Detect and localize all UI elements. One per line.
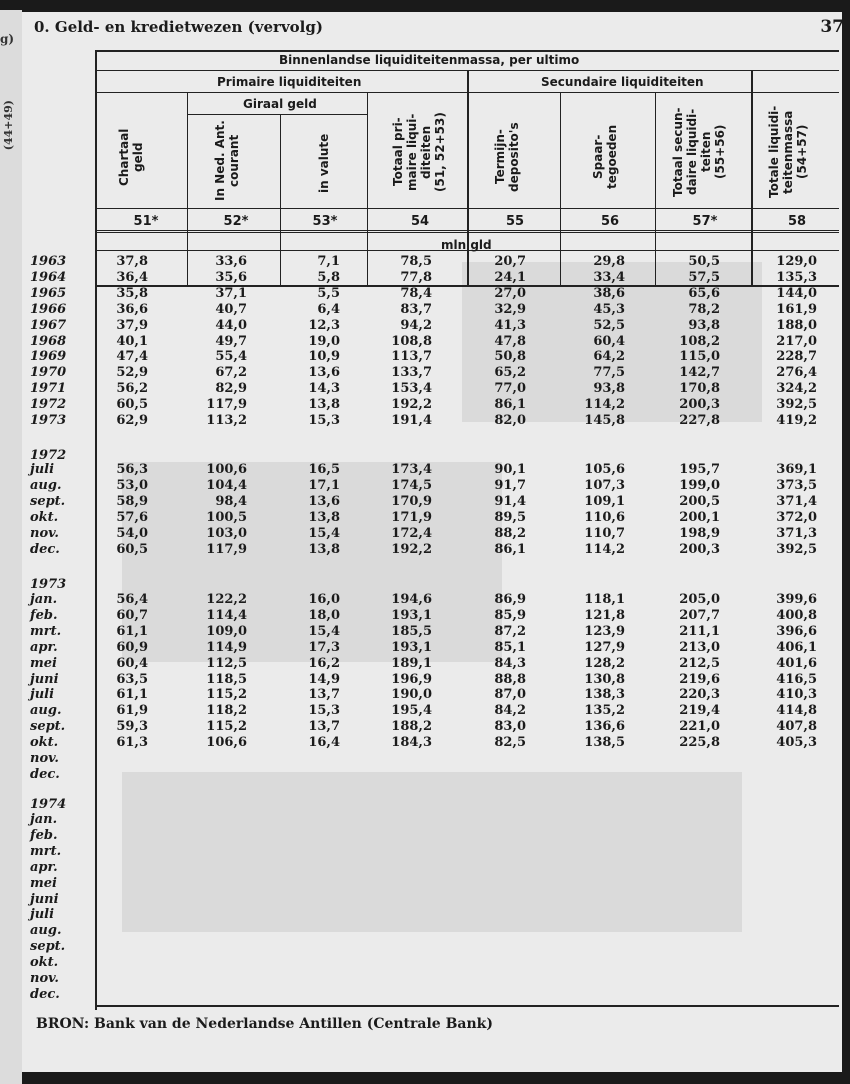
table-cell: 193,1 xyxy=(391,639,432,655)
table-cell: 93,8 xyxy=(593,381,625,397)
table-cell: 405,3 xyxy=(776,735,817,751)
table-cell: 77,0 xyxy=(494,381,526,397)
table-cell: 117,9 xyxy=(206,397,247,413)
rule xyxy=(187,114,367,115)
table-cell: 14,3 xyxy=(308,381,340,397)
table-cell: 153,4 xyxy=(391,381,432,397)
table-cell: 82,9 xyxy=(215,381,247,397)
row-label: nov. xyxy=(30,525,59,541)
row-label: 1970 xyxy=(30,365,67,381)
row-label: aug. xyxy=(30,923,62,939)
row-label: apr. xyxy=(30,639,58,655)
table-cell: 56,4 xyxy=(116,592,148,607)
table-cell: 109,1 xyxy=(584,493,625,509)
table-cell: 400,8 xyxy=(776,607,817,623)
table-cell: 135,3 xyxy=(776,269,817,285)
table-cell: 200,5 xyxy=(679,493,720,509)
table-cell: 85,1 xyxy=(494,639,526,655)
table-cell: 88,8 xyxy=(494,671,526,687)
table-cell: 113,2 xyxy=(206,413,247,428)
row-label: 1966 xyxy=(30,301,67,317)
table-cell: 219,4 xyxy=(679,703,720,719)
table-cell: 44,0 xyxy=(215,317,247,333)
table-cell: 6,4 xyxy=(317,301,340,317)
row-label: sept. xyxy=(30,719,66,735)
table-cell: 138,5 xyxy=(584,735,625,751)
table-cell: 10,9 xyxy=(308,349,340,365)
col-header-termijn: Termijn- deposito's xyxy=(493,122,521,192)
table-cell: 89,5 xyxy=(494,509,526,525)
row-label: mei xyxy=(30,655,57,671)
table-cell: 86,9 xyxy=(494,592,526,607)
table-cell: 15,4 xyxy=(308,525,340,541)
column-number: 52* xyxy=(223,214,249,229)
table-cell: 135,2 xyxy=(584,703,625,719)
col-header-totaal: Totale liquidi- teitenmassa (54+57) xyxy=(767,105,809,199)
table-cell: 225,8 xyxy=(679,735,720,751)
table-cell: 77,5 xyxy=(593,365,625,381)
table-cell: 13,6 xyxy=(308,365,340,381)
table-cell: 396,6 xyxy=(776,623,817,639)
row-label: okt. xyxy=(30,955,59,971)
table-cell: 142,7 xyxy=(679,365,720,381)
chapter-title: 0. Geld- en kredietwezen (vervolg) xyxy=(34,18,323,36)
table-cell: 78,4 xyxy=(400,285,432,301)
table-cell: 191,4 xyxy=(391,413,432,428)
row-label: feb. xyxy=(30,607,58,623)
rule xyxy=(280,115,281,285)
table-cell: 98,4 xyxy=(215,493,247,509)
table-cell: 45,3 xyxy=(593,301,625,317)
row-label: sept. xyxy=(30,493,66,509)
table-cell: 100,6 xyxy=(206,462,247,477)
source-note: BRON: Bank van de Nederlandse Antillen (Centrale Bank) xyxy=(36,1016,493,1032)
table-cell: 128,2 xyxy=(584,655,625,671)
table-cell: 199,0 xyxy=(679,477,720,493)
table-cell: 416,5 xyxy=(776,671,817,687)
table-cell: 13,8 xyxy=(308,541,340,557)
row-label: dec. xyxy=(30,986,60,1002)
table-cell: 32,9 xyxy=(494,301,526,317)
table-cell: 5,5 xyxy=(317,285,340,301)
table-cell: 37,9 xyxy=(116,317,148,333)
table-cell: 392,5 xyxy=(776,541,817,557)
table-cell: 13,6 xyxy=(308,493,340,509)
table-cell: 29,8 xyxy=(593,254,625,269)
table-cell: 205,0 xyxy=(679,592,720,607)
table-cell: 38,6 xyxy=(593,285,625,301)
column-number: 54 xyxy=(410,214,430,229)
table-cell: 211,1 xyxy=(679,623,720,639)
table-cell: 36,6 xyxy=(116,301,148,317)
table-cell: 212,5 xyxy=(679,655,720,671)
table-cell: 138,3 xyxy=(584,687,625,703)
row-label: jan. xyxy=(30,592,58,607)
table-cell: 105,6 xyxy=(584,462,625,477)
block-year: 1974 xyxy=(30,797,67,812)
table-cell: 87,0 xyxy=(494,687,526,703)
table-cell: 220,3 xyxy=(679,687,720,703)
table-cell: 406,1 xyxy=(776,639,817,655)
table-cell: 108,2 xyxy=(679,333,720,349)
table-cell: 324,2 xyxy=(776,381,817,397)
table-cell: 115,2 xyxy=(206,719,247,735)
table-cell: 60,5 xyxy=(116,397,148,413)
row-label: dec. xyxy=(30,766,60,782)
table-cell: 36,4 xyxy=(116,269,148,285)
table-cell: 78,5 xyxy=(400,254,432,269)
table-cell: 57,5 xyxy=(688,269,720,285)
table-cell: 58,9 xyxy=(116,493,148,509)
table-cell: 192,2 xyxy=(391,541,432,557)
col-header-courant: In Ned. Ant. courant xyxy=(213,120,241,202)
table-cell: 52,5 xyxy=(593,317,625,333)
unit-label: mln gld xyxy=(441,238,492,252)
table-cell: 121,8 xyxy=(584,607,625,623)
table-cell: 62,9 xyxy=(116,413,148,428)
table-cell: 106,6 xyxy=(206,735,247,751)
table-cell: 144,0 xyxy=(776,285,817,301)
table-cell: 195,7 xyxy=(679,462,720,477)
table-cell: 407,8 xyxy=(776,719,817,735)
table-cell: 93,8 xyxy=(688,317,720,333)
row-label: sept. xyxy=(30,939,66,955)
table-cell: 109,0 xyxy=(206,623,247,639)
table-cell: 15,3 xyxy=(308,703,340,719)
table-cell: 60,4 xyxy=(116,655,148,671)
table-cell: 60,7 xyxy=(116,607,148,623)
row-label: juli xyxy=(30,462,55,477)
table-cell: 114,9 xyxy=(206,639,247,655)
row-label: 1969 xyxy=(30,349,67,365)
left-margin-rotated: (44+49) xyxy=(2,100,15,151)
table-cell: 188,0 xyxy=(776,317,817,333)
table-cell: 200,3 xyxy=(679,397,720,413)
table-cell: 55,4 xyxy=(215,349,247,365)
table-cell: 27,0 xyxy=(494,285,526,301)
table-cell: 37,8 xyxy=(116,254,148,269)
table-cell: 113,7 xyxy=(391,349,432,365)
table-cell: 174,5 xyxy=(391,477,432,493)
table-cell: 228,7 xyxy=(776,349,817,365)
table-cell: 60,4 xyxy=(593,333,625,349)
table-cell: 17,3 xyxy=(308,639,340,655)
table-cell: 110,6 xyxy=(584,509,625,525)
row-label: juli xyxy=(30,687,55,703)
table-cell: 118,2 xyxy=(206,703,247,719)
table-cell: 12,3 xyxy=(308,317,340,333)
table-cell: 5,8 xyxy=(317,269,340,285)
table-cell: 371,4 xyxy=(776,493,817,509)
table-cell: 85,9 xyxy=(494,607,526,623)
table-cell: 200,1 xyxy=(679,509,720,525)
table-cell: 90,1 xyxy=(494,462,526,477)
table-cell: 172,4 xyxy=(391,525,432,541)
row-label: nov. xyxy=(30,751,59,766)
table-cell: 371,3 xyxy=(776,525,817,541)
table-cell: 24,1 xyxy=(494,269,526,285)
table-cell: 107,3 xyxy=(584,477,625,493)
rule xyxy=(467,70,469,285)
table-cell: 122,2 xyxy=(206,592,247,607)
table-cell: 372,0 xyxy=(776,509,817,525)
table-cell: 114,4 xyxy=(206,607,247,623)
table-cell: 100,5 xyxy=(206,509,247,525)
rule xyxy=(751,70,753,285)
table-cell: 35,8 xyxy=(116,285,148,301)
table-cell: 61,1 xyxy=(116,623,148,639)
header-giraal: Giraal geld xyxy=(243,97,317,111)
table-cell: 419,2 xyxy=(776,413,817,428)
table-cell: 17,1 xyxy=(308,477,340,493)
col-header-valute: in valute xyxy=(317,133,331,193)
table-cell: 60,9 xyxy=(116,639,148,655)
table-cell: 83,7 xyxy=(400,301,432,317)
table-cell: 13,7 xyxy=(308,719,340,735)
table-cell: 56,2 xyxy=(116,381,148,397)
table-cell: 16,4 xyxy=(308,735,340,751)
table-cell: 276,4 xyxy=(776,365,817,381)
row-label: aug. xyxy=(30,477,62,493)
table-cell: 192,2 xyxy=(391,397,432,413)
table-cell: 77,8 xyxy=(400,269,432,285)
block-year: 1973 xyxy=(30,577,67,592)
table-cell: 20,7 xyxy=(494,254,526,269)
table-cell: 82,5 xyxy=(494,735,526,751)
row-label: juli xyxy=(30,907,55,923)
table-cell: 64,2 xyxy=(593,349,625,365)
table-cell: 65,6 xyxy=(688,285,720,301)
table-cell: 86,1 xyxy=(494,397,526,413)
table-cell: 221,0 xyxy=(679,719,720,735)
table-cell: 56,3 xyxy=(116,462,148,477)
table-cell: 190,0 xyxy=(391,687,432,703)
row-label: 1973 xyxy=(30,413,67,428)
table-cell: 19,0 xyxy=(308,333,340,349)
table-cell: 115,2 xyxy=(206,687,247,703)
table-cell: 399,6 xyxy=(776,592,817,607)
table-cell: 198,9 xyxy=(679,525,720,541)
table-cell: 136,6 xyxy=(584,719,625,735)
table-cell: 13,8 xyxy=(308,509,340,525)
left-margin-mark: g) xyxy=(0,32,15,46)
table-cell: 47,8 xyxy=(494,333,526,349)
table-cell: 61,1 xyxy=(116,687,148,703)
table-cell: 13,8 xyxy=(308,397,340,413)
table-cell: 123,9 xyxy=(584,623,625,639)
table-cell: 118,5 xyxy=(206,671,247,687)
table-cell: 129,0 xyxy=(776,254,817,269)
table-cell: 117,9 xyxy=(206,541,247,557)
table-cell: 112,5 xyxy=(206,655,247,671)
table-cell: 227,8 xyxy=(679,413,720,428)
rule xyxy=(367,93,368,285)
table-cell: 16,0 xyxy=(308,592,340,607)
table-cell: 94,2 xyxy=(400,317,432,333)
table-cell: 193,1 xyxy=(391,607,432,623)
row-label: juni xyxy=(30,671,59,687)
table-cell: 50,8 xyxy=(494,349,526,365)
block-year: 1972 xyxy=(30,448,67,463)
table-cell: 65,2 xyxy=(494,365,526,381)
row-label: 1964 xyxy=(30,269,67,285)
row-label: 1972 xyxy=(30,397,67,413)
rule xyxy=(95,1005,839,1007)
table-cell: 414,8 xyxy=(776,703,817,719)
table-cell: 63,5 xyxy=(116,671,148,687)
table-cell: 184,3 xyxy=(391,735,432,751)
column-number: 51* xyxy=(133,214,159,229)
table-cell: 161,9 xyxy=(776,301,817,317)
table-cell: 88,2 xyxy=(494,525,526,541)
row-label: okt. xyxy=(30,509,59,525)
table-cell: 115,0 xyxy=(679,349,720,365)
table-cell: 15,3 xyxy=(308,413,340,428)
row-label: mei xyxy=(30,875,57,891)
table-cell: 195,4 xyxy=(391,703,432,719)
row-label: 1968 xyxy=(30,333,67,349)
table-cell: 145,8 xyxy=(584,413,625,428)
table-cell: 84,2 xyxy=(494,703,526,719)
table-cell: 47,4 xyxy=(116,349,148,365)
table-cell: 194,6 xyxy=(391,592,432,607)
table-cell: 118,1 xyxy=(584,592,625,607)
table-cell: 185,5 xyxy=(391,623,432,639)
row-label: apr. xyxy=(30,859,58,875)
col-header-totaal-secundair: Totaal secun- daire liquidi- teiten (55+56) xyxy=(671,107,727,197)
column-number: 55 xyxy=(505,214,525,229)
table-cell: 83,0 xyxy=(494,719,526,735)
rule xyxy=(187,93,188,285)
table-cell: 401,6 xyxy=(776,655,817,671)
table-cell: 13,7 xyxy=(308,687,340,703)
table-cell: 217,0 xyxy=(776,333,817,349)
table-cell: 37,1 xyxy=(215,285,247,301)
table-cell: 173,4 xyxy=(391,462,432,477)
table-cell: 133,7 xyxy=(391,365,432,381)
header-top: Binnenlandse liquiditeitenmassa, per ultimo xyxy=(279,53,580,67)
table-cell: 40,7 xyxy=(215,301,247,317)
row-label: 1971 xyxy=(30,381,67,397)
column-number: 57* xyxy=(692,214,718,229)
table-cell: 60,5 xyxy=(116,541,148,557)
row-label: okt. xyxy=(30,735,59,751)
row-label: mrt. xyxy=(30,623,62,639)
table-cell: 41,3 xyxy=(494,317,526,333)
row-label: nov. xyxy=(30,971,59,986)
column-number: 53* xyxy=(312,214,338,229)
table-cell: 171,9 xyxy=(391,509,432,525)
table-cell: 103,0 xyxy=(206,525,247,541)
header-primary: Primaire liquiditeiten xyxy=(217,75,362,89)
row-label: mrt. xyxy=(30,843,62,859)
table-cell: 213,0 xyxy=(679,639,720,655)
table-cell: 91,4 xyxy=(494,493,526,509)
table-cell: 52,9 xyxy=(116,365,148,381)
table-cell: 188,2 xyxy=(391,719,432,735)
table-cell: 67,2 xyxy=(215,365,247,381)
table-cell: 40,1 xyxy=(116,333,148,349)
table-cell: 114,2 xyxy=(584,397,625,413)
table-cell: 189,1 xyxy=(391,655,432,671)
table-cell: 87,2 xyxy=(494,623,526,639)
table-cell: 108,8 xyxy=(391,333,432,349)
table-cell: 410,3 xyxy=(776,687,817,703)
table-cell: 16,5 xyxy=(308,462,340,477)
table-cell: 91,7 xyxy=(494,477,526,493)
table-cell: 49,7 xyxy=(215,333,247,349)
table-cell: 110,7 xyxy=(584,525,625,541)
col-header-totaal-primair: Totaal pri- maire liqui- diteiten (51, 52+53) xyxy=(391,112,447,192)
row-label: aug. xyxy=(30,703,62,719)
table-cell: 86,1 xyxy=(494,541,526,557)
row-label: feb. xyxy=(30,827,58,843)
table-cell: 130,8 xyxy=(584,671,625,687)
table-cell: 78,2 xyxy=(688,301,720,317)
table-cell: 82,0 xyxy=(494,413,526,428)
table-cell: 54,0 xyxy=(116,525,148,541)
table-cell: 35,6 xyxy=(215,269,247,285)
table-cell: 392,5 xyxy=(776,397,817,413)
table-cell: 7,1 xyxy=(317,254,340,269)
table-cell: 61,9 xyxy=(116,703,148,719)
table-cell: 53,0 xyxy=(116,477,148,493)
col-header-chartaal: Chartaal geld xyxy=(117,128,145,186)
table-cell: 16,2 xyxy=(308,655,340,671)
row-label: 1967 xyxy=(30,317,67,333)
table-cell: 50,5 xyxy=(688,254,720,269)
row-label: dec. xyxy=(30,541,60,557)
table-cell: 33,4 xyxy=(593,269,625,285)
table-cell: 170,9 xyxy=(391,493,432,509)
table-cell: 14,9 xyxy=(308,671,340,687)
row-label: 1965 xyxy=(30,285,67,301)
table-cell: 373,5 xyxy=(776,477,817,493)
rule xyxy=(95,50,839,52)
col-header-spaar: Spaar- tegoeden xyxy=(591,124,619,190)
table-cell: 196,9 xyxy=(391,671,432,687)
table-cell: 59,3 xyxy=(116,719,148,735)
page-number: 37 xyxy=(820,17,844,37)
table-cell: 57,6 xyxy=(116,509,148,525)
table-cell: 33,6 xyxy=(215,254,247,269)
table-cell: 61,3 xyxy=(116,735,148,751)
header-secondary: Secundaire liquiditeiten xyxy=(541,75,704,89)
row-label: 1963 xyxy=(30,254,67,269)
column-number: 58 xyxy=(787,214,807,229)
row-label: jan. xyxy=(30,812,58,827)
table-cell: 84,3 xyxy=(494,655,526,671)
table-cell: 114,2 xyxy=(584,541,625,557)
table-cell: 15,4 xyxy=(308,623,340,639)
left-page-edge xyxy=(0,10,22,1084)
table-cell: 369,1 xyxy=(776,462,817,477)
table-cell: 18,0 xyxy=(308,607,340,623)
row-label: juni xyxy=(30,891,59,907)
table-cell: 170,8 xyxy=(679,381,720,397)
table-cell: 104,4 xyxy=(206,477,247,493)
table-cell: 127,9 xyxy=(584,639,625,655)
table-cell: 207,7 xyxy=(679,607,720,623)
column-number: 56 xyxy=(600,214,620,229)
table-cell: 219,6 xyxy=(679,671,720,687)
table-cell: 200,3 xyxy=(679,541,720,557)
rule xyxy=(560,93,561,285)
rule xyxy=(655,93,656,285)
